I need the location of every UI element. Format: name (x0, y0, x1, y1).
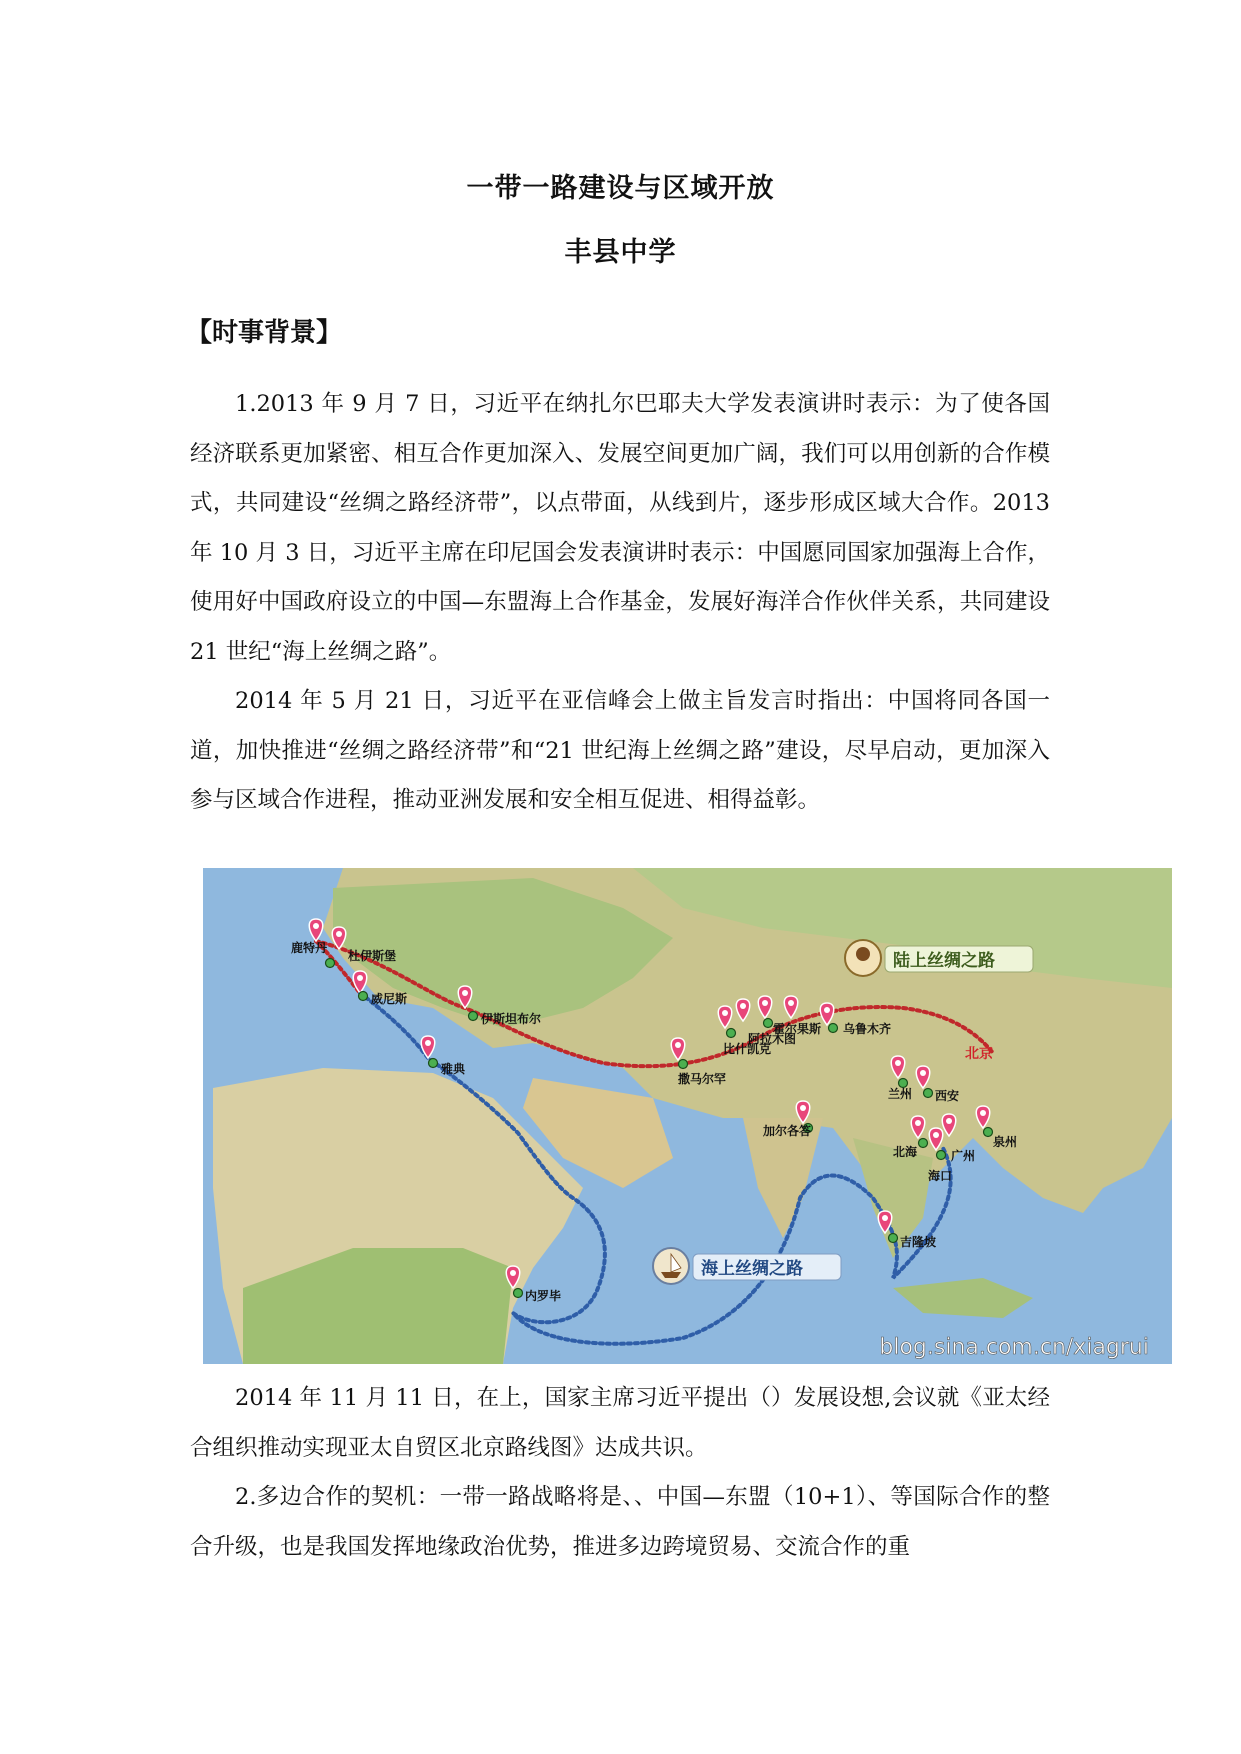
city-label-athens: 雅典 (441, 1062, 466, 1076)
sea-route-label: 海上丝绸之路 (701, 1259, 803, 1279)
city-label-quanzhou: 泉州 (993, 1135, 1018, 1149)
city-label-almaty: 阿拉木图 (748, 1032, 797, 1046)
city-label-khorgos: 霍尔果斯 (773, 1022, 822, 1036)
city-label-urumqi: 乌鲁木齐 (843, 1022, 892, 1036)
city-label-rotterdam: 鹿特丹 (291, 941, 328, 955)
silk-road-map (203, 868, 1172, 1364)
city-label-bishkek: 比什凯克 (723, 1042, 772, 1056)
city-label-samarkand: 撒马尔罕 (678, 1072, 727, 1086)
city-label-haikou: 海口 (928, 1169, 953, 1183)
city-label-kualalumpur: 吉隆坡 (900, 1235, 937, 1249)
city-label-xian: 西安 (935, 1089, 960, 1103)
city-label-guangzhou: 广州 (951, 1149, 976, 1163)
paragraph-4: 2.多边合作的契机：一带一路战略将是、、中国—东盟（10+1）、等国际合作的整合升级，也是我国发挥地缘政治优势，推进多边跨境贸易、交流合作的重 (190, 1484, 1050, 1560)
section-heading: 【时事背景】 (186, 318, 343, 348)
city-label-lanzhou: 兰州 (888, 1087, 913, 1101)
city-label-duisburg: 杜伊斯堡 (348, 949, 397, 963)
paragraph-1: 1.2013 年 9 月 7 日，习近平在纳扎尔巴耶夫大学发表演讲时表示：为了使各国经济联系更加紧密、相互合作更加深入、发展空间更加广阔，我们可以用创新的合作模式，共同建设“丝绸之路经济带”，以点带面，从线到片，逐步形成区域大合作。2013 年 10 月 3 日，习近平主席在印尼国会发表演讲时表示：中国愿同国家加强海上合作，使用好中国政府设立的中国—东盟海上合作基金，发展好海洋合作伙伴关系，共同建设 21 世纪“海上丝绸之路”。 (190, 391, 1050, 665)
land-route-label: 陆上丝绸之路 (893, 951, 995, 971)
paragraph-2: 2014 年 5 月 21 日，习近平在亚信峰会上做主旨发言时指出：中国将同各国一道，加快推进“丝绸之路经济带”和“21 世纪海上丝绸之路”建设，尽早启动，更加深入参与区域合作进程，推动亚洲发展和安全相互促进、相得益彰。 (190, 688, 1050, 813)
city-label-beihai: 北海 (893, 1145, 918, 1159)
city-label-istanbul: 伊斯坦布尔 (481, 1012, 542, 1026)
page-subtitle: 丰县中学 (564, 237, 677, 268)
map-watermark: blog.sina.com.cn/xiagrui (879, 1335, 1149, 1360)
page-title: 一带一路建设与区域开放 (466, 173, 775, 204)
city-label-venice: 威尼斯 (371, 992, 408, 1006)
city-label-nairobi: 内罗毕 (525, 1289, 562, 1303)
city-label-beijing: 北京 (965, 1046, 993, 1062)
city-label-kolkata: 加尔各答 (763, 1124, 812, 1138)
paragraph-3: 2014 年 11 月 11 日，在上，国家主席习近平提出（）发展设想,会议就《亚太经合组织推动实现亚太自贸区北京路线图》达成共识。 (190, 1385, 1050, 1461)
